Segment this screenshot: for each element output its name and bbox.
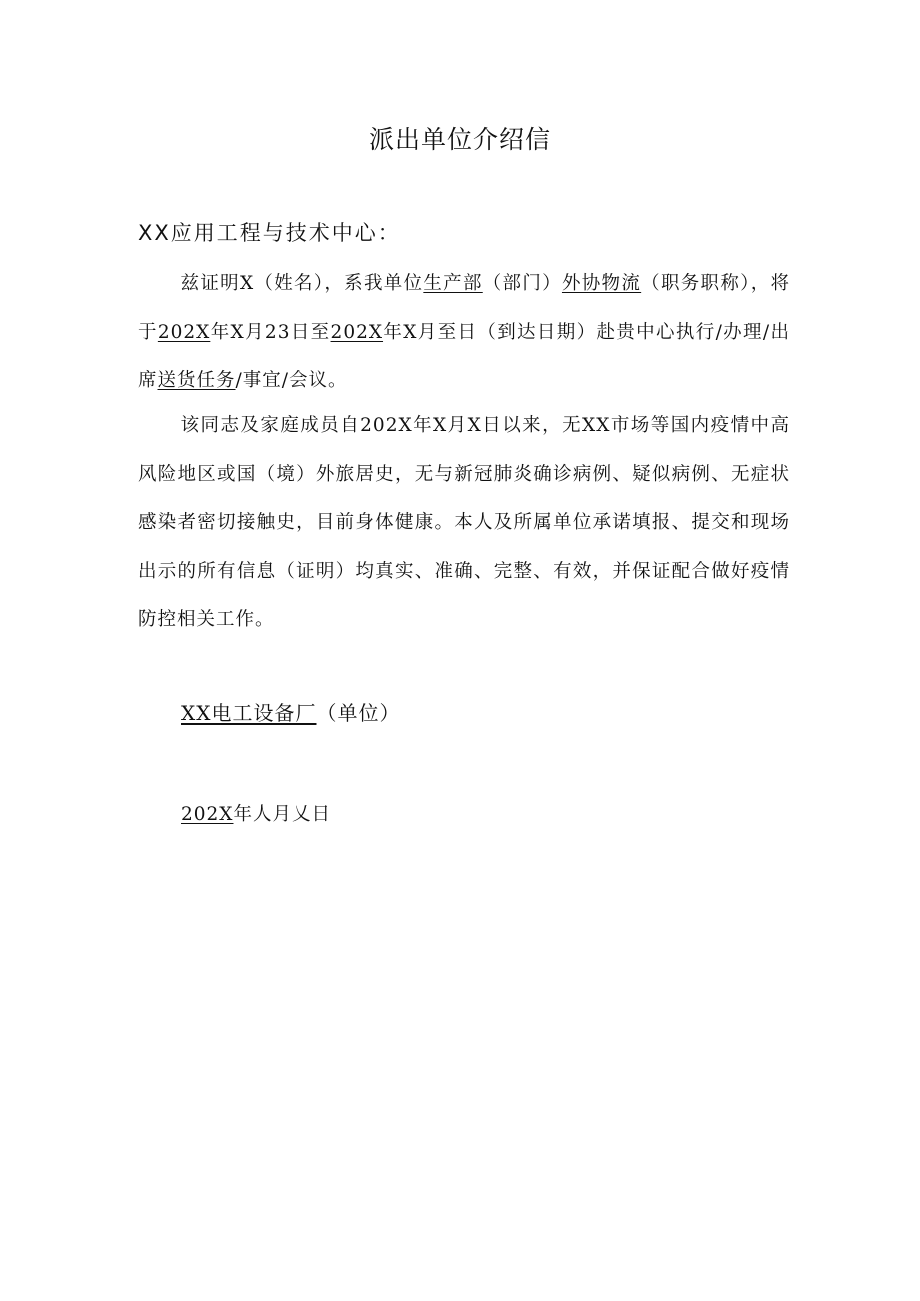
date-year-field: 202X: [181, 804, 234, 825]
p1-text-4: 年X月23日至: [210, 321, 331, 343]
unit-suffix: （单位）: [316, 701, 401, 725]
task-field: 送货任务: [157, 370, 236, 391]
end-year-field: 202X: [330, 321, 384, 343]
department-field: 生产部: [423, 273, 483, 294]
p1-text-5: 年X月至日（到达日期）赴贵中心执行/办理/出席: [138, 321, 790, 391]
p1-text-1: 兹证明X（姓名），系我单位: [180, 273, 424, 294]
date-rest: 年人月乂日: [233, 804, 331, 825]
signature-unit: [181, 697, 400, 726]
paragraph-health-statement: 该同志及家庭成员自202X年X月X日以来，无XX市场等国内疫情中高风险地区或国（境）外旅居史，无与新冠肺炎确诊病例、疑似病例、无症状感染者密切接触史，目前身体健康。本人及所属单位承诺填报、提交和现场出示的所有信息（证明）均真实、准确、完整、有效，并保证配合做好疫情防控相关工作。: [138, 415, 790, 630]
position-field: 外协物流: [561, 273, 642, 294]
salutation-org-prefix: XX: [138, 221, 171, 245]
unit-name-field: XX电工设备厂: [181, 701, 317, 725]
start-year-field: 202X: [157, 321, 211, 343]
p1-text-6: /事宜/会议。: [235, 370, 348, 391]
salutation: [138, 217, 401, 247]
salutation-org-name: 应用工程与技术中心：: [170, 221, 401, 245]
document-title: 派出单位介绍信: [368, 125, 551, 154]
p1-text-2: （部门）: [482, 273, 562, 294]
signature-date: [181, 800, 331, 826]
p1-text-3: （职务职称），将于: [138, 273, 790, 343]
paragraph-certification: [138, 260, 790, 406]
